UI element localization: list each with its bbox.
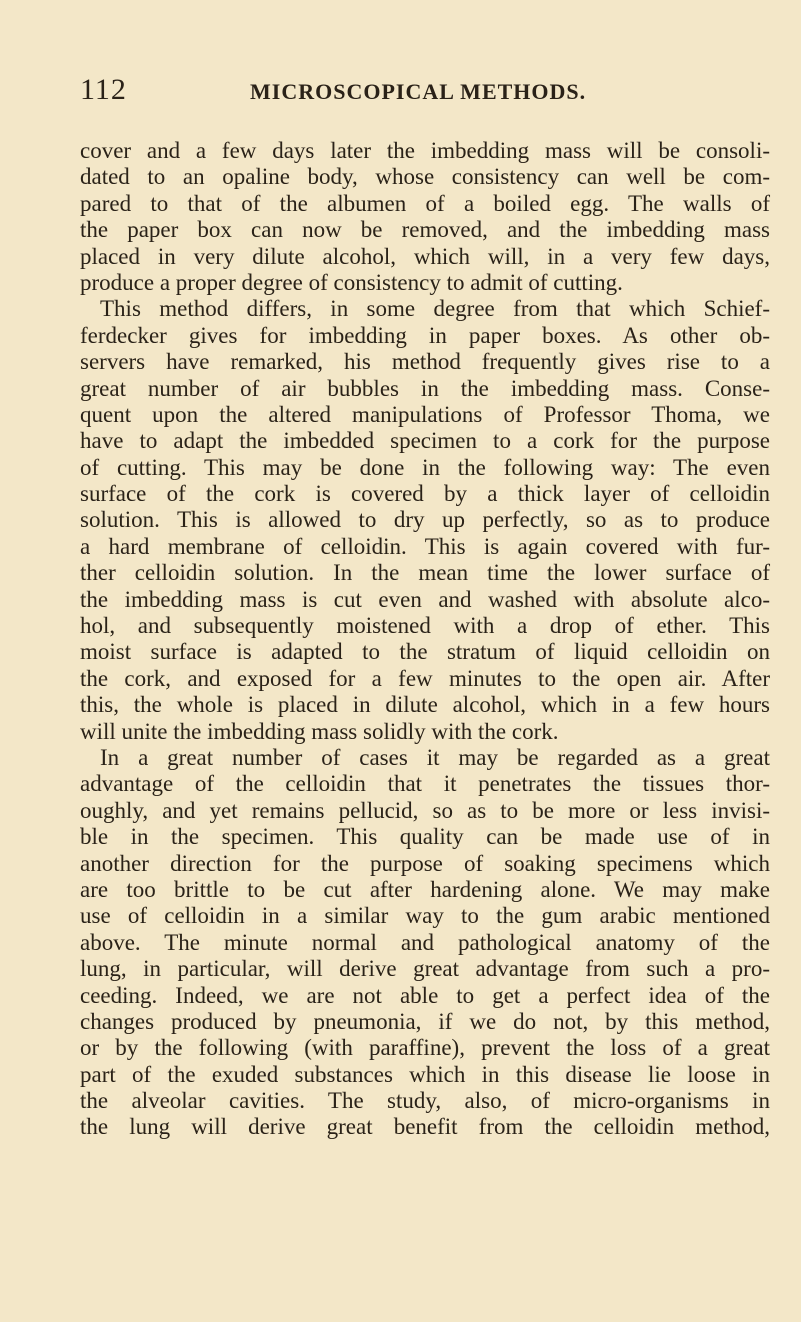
- text-line: ble in the specimen. This quality can be made use of in: [80, 824, 770, 850]
- text-line: the cork, and exposed for a few minutes to the open air. After: [80, 665, 770, 691]
- text-line: servers have remarked, his method frequently gives rise to a: [80, 349, 770, 375]
- text-line: this, the whole is placed in dilute alcohol, which in a few hours: [80, 692, 770, 718]
- text-line: cover and a few days later the imbedding mass will be consoli-: [80, 138, 770, 163]
- text-line: hol, and subsequently moistened with a drop of ether. This: [80, 613, 770, 639]
- text-line: use of celloidin in a similar way to the gum arabic mentioned: [80, 903, 770, 929]
- text-line: the paper box can now be removed, and the imbedding mass: [80, 217, 770, 243]
- text-line: of cutting. This may be done in the following way: The even: [80, 454, 770, 480]
- text-line: placed in very dilute alcohol, which will, in a very few days,: [80, 243, 770, 269]
- text-line: a hard membrane of celloidin. This is again covered with fur-: [80, 533, 770, 559]
- text-line: pared to that of the albumen of a boiled egg. The walls of: [80, 190, 770, 216]
- text-line: have to adapt the imbedded specimen to a cork for the purpose: [80, 428, 770, 454]
- text-line: changes produced by pneumonia, if we do not, by this method,: [80, 1008, 770, 1034]
- text-line: the alveolar cavities. The study, also, of micro-organisms in: [80, 1088, 770, 1114]
- text-line: ferdecker gives for imbedding in paper boxes. As other ob-: [80, 322, 770, 348]
- text-line: advantage of the celloidin that it penetrates the tissues thor-: [80, 771, 770, 797]
- page-header: [80, 70, 770, 110]
- text-line: ceeding. Indeed, we are not able to get a perfect idea of the: [80, 982, 770, 1008]
- text-line: will unite the imbedding mass solidly with the cork.: [80, 718, 559, 744]
- text-line: solution. This is allowed to dry up perfectly, so as to produce: [80, 507, 770, 533]
- text-line: surface of the cork is covered by a thick layer of celloidin: [80, 481, 770, 507]
- text-line: or by the following (with paraffine), prevent the loss of a great: [80, 1035, 770, 1061]
- text-line: ther celloidin solution. In the mean time the lower surface of: [80, 560, 770, 586]
- text-line: lung, in particular, will derive great advantage from such a pro-: [80, 956, 770, 982]
- text-line: moist surface is adapted to the stratum of liquid celloidin on: [80, 639, 770, 665]
- text-line: In a great number of cases it may be regarded as a great: [100, 744, 770, 770]
- text-line: dated to an opaline body, whose consistency can well be com-: [80, 164, 770, 190]
- text-line: produce a proper degree of consistency to admit of cutting.: [80, 269, 623, 295]
- text-line: another direction for the purpose of soaking specimens which: [80, 850, 770, 876]
- text-line: the lung will derive great benefit from the celloidin method,: [80, 1114, 770, 1140]
- text-line: oughly, and yet remains pellucid, so as to be more or less invisi-: [80, 797, 770, 823]
- text-line: great number of air bubbles in the imbedding mass. Conse-: [80, 375, 770, 401]
- text-line: the imbedding mass is cut even and washed with absolute alco-: [80, 586, 770, 612]
- text-line: quent upon the altered manipulations of Professor Thoma, we: [80, 401, 770, 427]
- running-head: MICROSCOPICAL METHODS.: [250, 79, 587, 104]
- text-line: This method differs, in some degree from that which Schief-: [100, 296, 770, 322]
- body-text: [80, 138, 770, 1141]
- page-number: 112: [80, 73, 127, 106]
- text-line: part of the exuded substances which in this disease lie loose in: [80, 1061, 770, 1087]
- text-line: are too brittle to be cut after hardening alone. We may make: [80, 876, 770, 902]
- text-line: above. The minute normal and pathological anatomy of the: [80, 929, 770, 955]
